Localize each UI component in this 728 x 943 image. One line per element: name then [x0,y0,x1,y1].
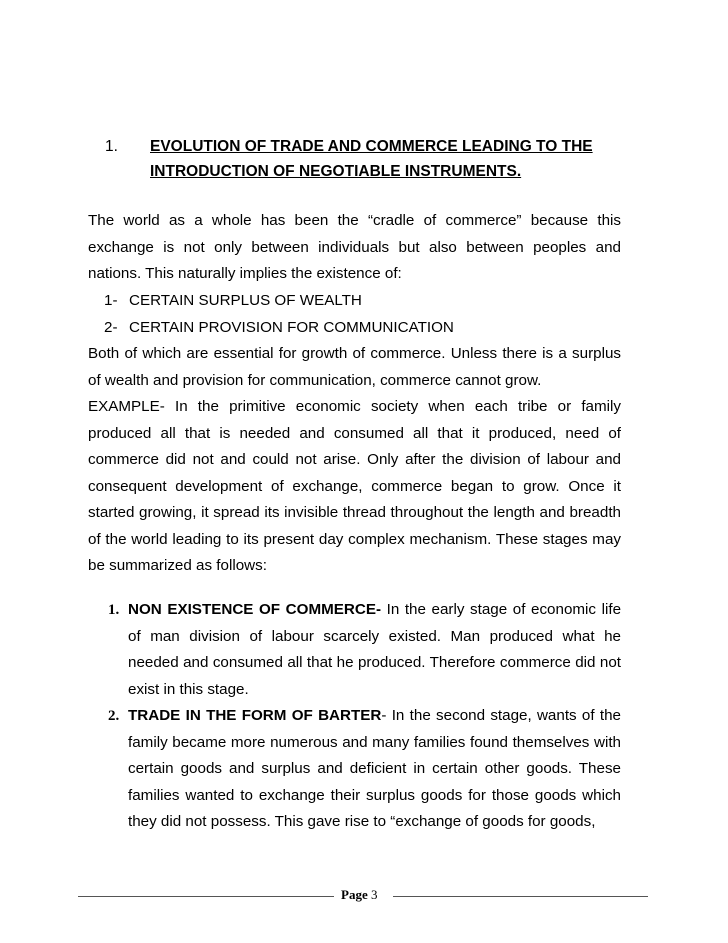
section-title-line-1: EVOLUTION OF TRADE AND COMMERCE LEADING TO THE [150,138,593,155]
stage-number: 2. [108,708,120,724]
stage-number: 1. [108,602,120,618]
condition-item [104,288,454,315]
condition-number: 2- [104,318,118,336]
page-number: 3 [370,887,378,902]
conditions-list [104,288,454,341]
stage-item [88,703,621,836]
page-number-label [341,887,377,903]
section-number: 1. [105,138,118,155]
stage-title: TRADE IN THE FORM OF BARTER [128,707,382,724]
stages-list [88,597,621,836]
footer-rule-left [78,896,334,897]
footer-rule-right [393,896,648,897]
section-title-line-2: INTRODUCTION OF NEGOTIABLE INSTRUMENTS. [150,163,522,180]
stage-text: In the early stage of economic life of man division of labour scarcely existed. Man produced what he needed and consumed all that he produced. Therefore commerce did not exist in this stage. [128,601,622,698]
stage-title: NON EXISTENCE OF COMMERCE- [128,601,382,618]
condition-number: 1- [104,292,118,309]
condition-text: CERTAIN PROVISION FOR COMMUNICATION [129,318,454,336]
stage-text: - In the second stage, wants of the family became more numerous and many families found themselves with certain goods and surplus and deficient in certain other goods. These families wanted to exchange their surplus goods for those goods which they did not possess. This gave rise to “exchange of goods for goods, [128,707,621,830]
stage-item [88,597,621,703]
paragraph-growth: Both of which are essential for growth of commerce. Unless there is a surplus of wealth and provision for communication, commerce cannot grow. [88,345,621,389]
page-word: Page [341,887,368,902]
condition-text: CERTAIN SURPLUS OF WEALTH [129,292,362,309]
body-paragraph [88,341,621,580]
paragraph-example: EXAMPLE- In the primitive economic society when each tribe or family produced all that is needed and consumed all that it produced, need of commerce did not and could not arise. Only after the division of labour and consequent development of exchange, commerce began to grow. Once it started growing, it spread its invisible thread throughout the length and breadth of the world leading to its present day complex mechanism. These stages may be summarized as follows: [88,398,621,574]
section-heading [105,134,665,184]
intro-paragraph: The world as a whole has been the “cradle of commerce” because this exchange is not only between individuals but also between peoples and nations. This naturally implies the existence of: [88,212,621,282]
condition-item [104,315,454,342]
